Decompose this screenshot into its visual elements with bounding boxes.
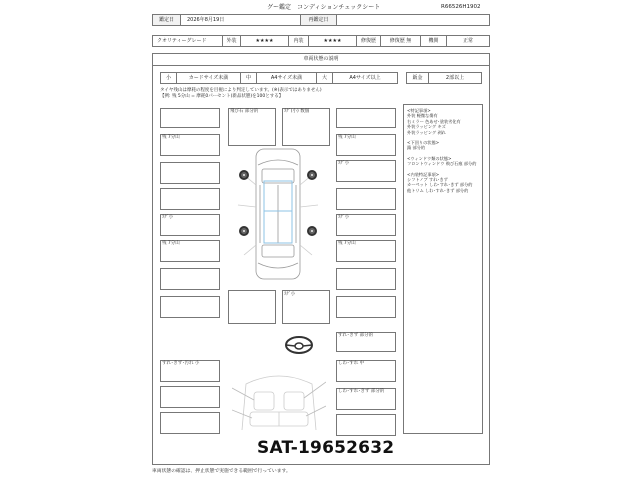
damage-label-l4: ｽｸﾞ小 (162, 215, 174, 220)
damage-label-top-b: ｽｸﾞ(小) 数個 (284, 109, 310, 114)
section-title: 車両状態の説明 (152, 53, 490, 66)
notes-list (407, 108, 476, 193)
damage-box-l0 (160, 108, 220, 128)
size-medium: 中 (241, 73, 257, 83)
size-large-desc: A4サイズ以上 (349, 74, 381, 81)
damage-label-r2: ｽｸﾞ小 (338, 161, 350, 166)
interior-label-r2: しわ･すれ 中 (338, 361, 365, 366)
damage-label-r4: ｽｸﾞ小 (338, 215, 350, 220)
size-large: 大 (317, 73, 333, 83)
recert-label: 再鑑定日 (301, 15, 337, 25)
interior-seat-diagram (232, 370, 326, 432)
quality-label: クオリティーグレード (153, 36, 223, 46)
interior-stars: ★★★★ (309, 36, 357, 46)
damage-box-l2 (160, 162, 220, 184)
grade-value: 2部以上 (445, 74, 465, 81)
function-label: 機関 (421, 36, 447, 46)
size-medium-desc: A4サイズ未満 (257, 73, 317, 83)
grade-box (406, 72, 482, 84)
interior-label-l1: すれ･きず･汚れ 小 (162, 361, 200, 366)
damage-label-bottom: ｽｸﾞ小 (284, 292, 296, 297)
car-top-diagram (222, 145, 334, 285)
interior-label-r3: しわ･すれ･きず 部分的 (338, 389, 385, 394)
repair-label: 修復歴 (357, 36, 381, 46)
interior-box-l3 (160, 412, 220, 434)
wheel-rear-left-icon (239, 226, 249, 236)
grade-label: 鈑金 (407, 73, 429, 83)
interior-note-3: 他トリム しわ･すれ･きず 部分的 (407, 187, 469, 193)
footer-note: 車両状態の確認は、押止状態で実施できる範囲で行っています。 (152, 469, 291, 474)
tire-note-line2: 【例: 残 5分山 = 摩耗0パーセント(新品状態)を100とする】 (160, 94, 284, 99)
recert-value (337, 15, 489, 25)
repair-value: 修復歴 無 (381, 36, 421, 46)
damage-box-r7 (336, 296, 396, 318)
special-note-3: 外装ラッピング キズ (407, 124, 446, 130)
interior-note-1: シフトノブ すれ･きず (407, 177, 448, 183)
size-legend (160, 72, 398, 84)
damage-box-r6 (336, 268, 396, 290)
exterior-stars: ★★★★ (241, 36, 289, 46)
quality-row (152, 35, 490, 47)
damage-label-r1: 残 7分山 (338, 135, 356, 140)
damage-label-l5: 残 7分山 (162, 241, 180, 246)
damage-box-l7 (160, 296, 220, 318)
date-value: 2026年8月19日 (181, 15, 301, 25)
special-header: <特記事項> (407, 108, 431, 113)
wheel-rear-right-icon (307, 226, 317, 236)
interior-note-2: カーペット しわ･すれ･きず 部分的 (407, 182, 473, 188)
damage-box-l3 (160, 188, 220, 210)
damage-box-bottom-a (228, 290, 276, 324)
interior-label: 内装 (289, 36, 309, 46)
exterior-label: 外装 (223, 36, 241, 46)
wheel-front-right-icon (307, 170, 317, 180)
underbody-header: <下回りの状態> (407, 140, 440, 146)
special-note-4: 外装ラッピング 剥れ (407, 129, 446, 135)
size-small-desc: カードサイズ未満 (177, 73, 241, 83)
window-header: <ウィンドウ類の状態> (407, 155, 452, 161)
interior-box-l2 (160, 386, 220, 408)
stock-code: SAT-19652632 (257, 438, 395, 458)
date-label: 鑑定日 (153, 15, 181, 25)
interior-label-r1: すれ･きず 部分的 (338, 333, 374, 338)
date-row (152, 14, 490, 26)
tire-note-line1: タイヤ残山は摩耗の程度を目視により判定しています。(※)表示ではありません) (160, 88, 322, 93)
interior-notes-header: <内装特記事項> (407, 171, 440, 177)
sheet-title: グー鑑定 コンディションチェックシート (267, 4, 381, 11)
damage-label-r5: 残 7分山 (338, 241, 356, 246)
function-value: 正常 (462, 37, 473, 44)
document-id: R66526H1902 (441, 4, 481, 10)
special-note-2: 右ミラー 色あせ･塗装劣化有 (407, 118, 461, 124)
damage-box-r3 (336, 188, 396, 210)
damage-box-l6 (160, 268, 220, 290)
damage-label-top-a: 飛び石 部分的 (230, 109, 259, 114)
steering-wheel-icon (283, 334, 315, 356)
underbody-note-1: 錆 部分的 (407, 145, 426, 151)
interior-box-r4 (336, 414, 396, 436)
window-note-1: フロントウィンドウ 飛び石痕 部分的 (407, 161, 477, 167)
damage-label-l1: 残 7分山 (162, 135, 180, 140)
wheel-front-left-icon (239, 170, 249, 180)
size-small: 小 (161, 73, 177, 83)
damage-box-r0 (336, 108, 396, 128)
special-note-1: 外装 軽微な傷有 (407, 113, 438, 119)
